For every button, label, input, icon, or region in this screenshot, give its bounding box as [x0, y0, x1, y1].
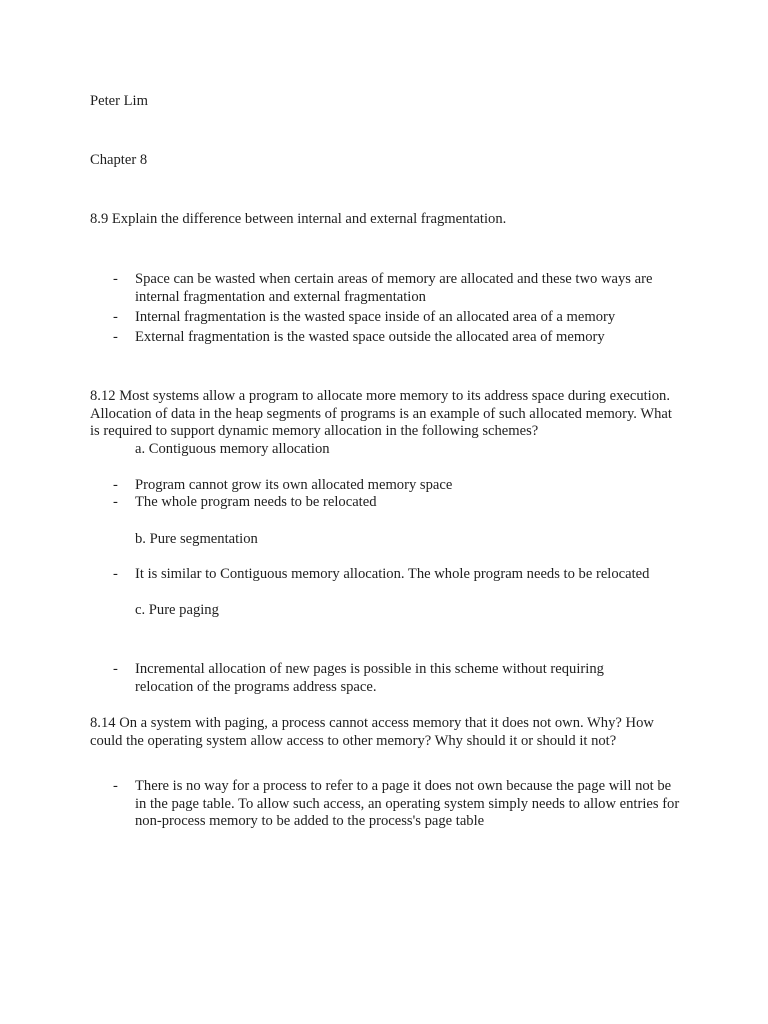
- question-8-9: 8.9 Explain the difference between internal and external fragmentation.: [90, 211, 507, 227]
- bullet-dash: -: [113, 309, 118, 325]
- part-c-label: c. Pure paging: [135, 602, 219, 618]
- list-item: [90, 477, 690, 495]
- bullet-dash: -: [113, 566, 118, 582]
- list-item: [90, 566, 690, 584]
- list-item: [90, 778, 690, 831]
- list-item: [90, 309, 690, 327]
- question-8-14: 8.14 On a system with paging, a process cannot access memory that it does not own. Why? How could the operating system allow access to other memory? Why should it or should it not?: [90, 715, 654, 749]
- bullet-text: Space can be wasted when certain areas of memory are allocated and these two ways are internal fragmentation and external fragmentation: [135, 271, 653, 305]
- question-8-12: 8.12 Most systems allow a program to allocate more memory to its address space during execution. Allocation of data in the heap segments of programs is an example of such allocated memory. What is required to support dynamic memory allocation in the following schemes?: [90, 388, 672, 440]
- bullet-text: External fragmentation is the wasted space outside the allocated area of memory: [135, 329, 605, 345]
- bullet-dash: -: [113, 661, 118, 677]
- bullet-dash: -: [113, 778, 118, 794]
- author-name: Peter Lim: [90, 93, 148, 109]
- chapter-title: Chapter 8: [90, 152, 148, 168]
- bullet-dash: -: [113, 329, 118, 345]
- part-a-label: a. Contiguous memory allocation: [135, 441, 330, 457]
- bullet-dash: -: [113, 494, 118, 510]
- part-b-label: b. Pure segmentation: [135, 531, 258, 547]
- bullet-dash: -: [113, 477, 118, 493]
- bullet-dash: -: [113, 271, 118, 287]
- list-item: [90, 329, 690, 347]
- bullet-text: Program cannot grow its own allocated memory space: [135, 477, 453, 493]
- bullet-text: The whole program needs to be relocated: [135, 494, 377, 510]
- bullet-text: There is no way for a process to refer to a page it does not own because the page will not be in the page table. To allow such access, an operating system simply needs to allow entries for non-process memory to be added to the process's page table: [135, 778, 680, 830]
- list-item: [90, 271, 690, 306]
- bullet-text: It is similar to Contiguous memory allocation. The whole program needs to be relocated: [135, 566, 650, 582]
- bullet-text: Internal fragmentation is the wasted space inside of an allocated area of a memory: [135, 309, 616, 325]
- list-item: [90, 494, 690, 512]
- bullet-text: Incremental allocation of new pages is possible in this scheme without requiring relocation of the programs address space.: [135, 661, 604, 695]
- list-item: [90, 661, 690, 696]
